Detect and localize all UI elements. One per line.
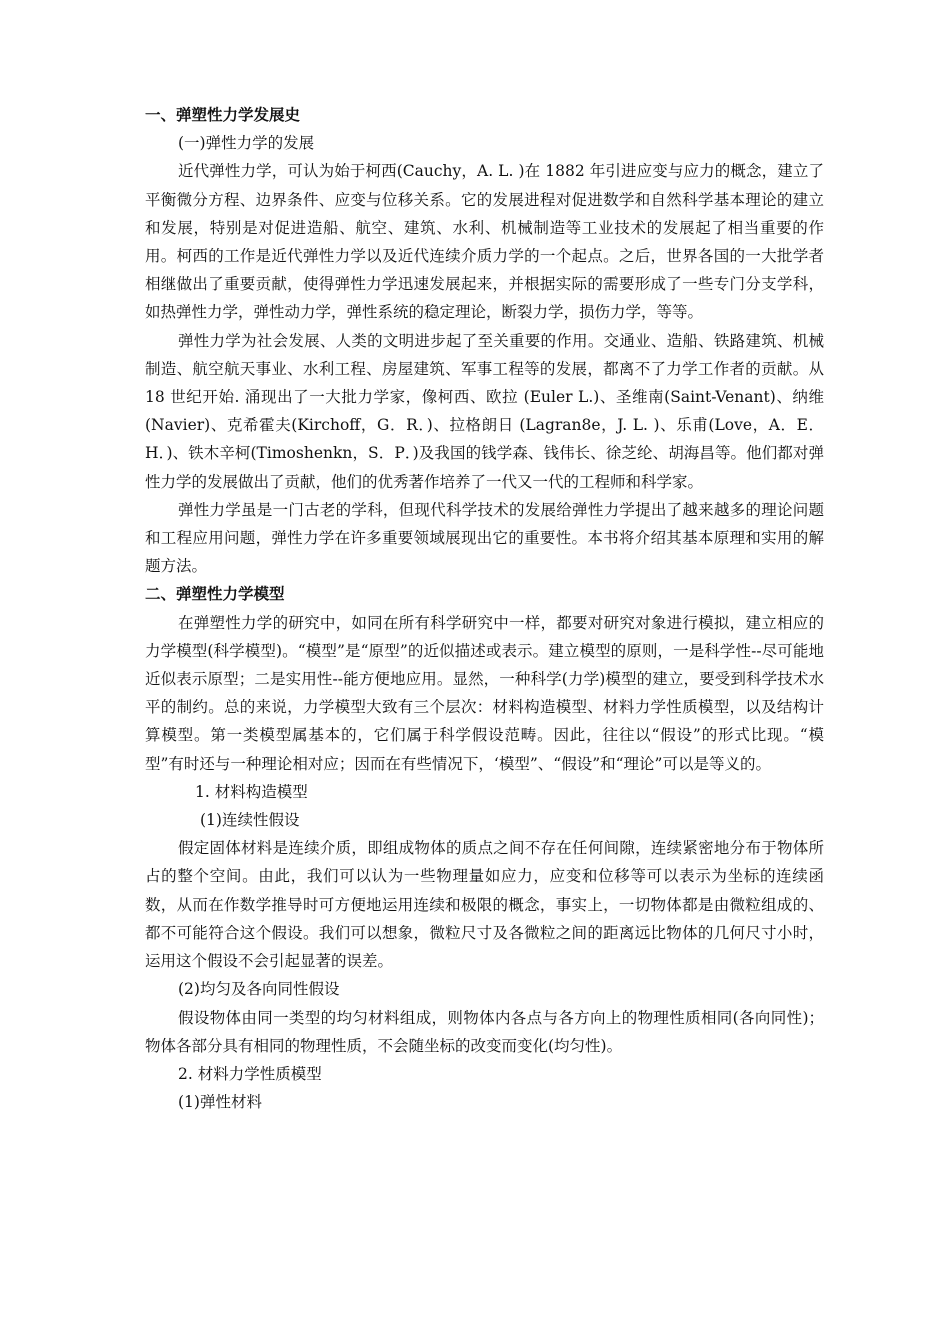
section-heading-2: 二、弹塑性力学模型 (145, 585, 285, 604)
list-subitem-heading: (1)弹性材料 (178, 1093, 262, 1112)
paragraph: 弹性力学为社会发展、人类的文明进步起了至关重要的作用。交通业、造船、铁路建筑、机械制造、航空航天事业、水利工程、房屋建筑、军事工程等的发展，都离不了力学工作者的贡献。从 18 世纪开始. 涌现出了一大批力学家，像柯西、欧拉 (Euler L.)、圣维南(Saint-Venant)、纳维(Navier)、克希霍夫(Kirchoff，G．R．)、拉格朗日 (Lagran8e，J. L. )、乐甫(Love，A．E．H．)、铁木辛柯(Timoshenkn，S．P．)及我国的钱学森、钱伟长、徐芝纶、胡海昌等。他们都对弹性力学的发展做出了贡献，他们的优秀著作培养了一代又一代的工程师和科学家。 (145, 331, 824, 491)
paragraph: 假定固体材料是连续介质，即组成物体的质点之间不存在任何间隙，连续紧密地分布于物体所占的整个空间。由此，我们可以认为一些物理量如应力，应变和位移等可以表示为坐标的连续函数，从而在作数学推导时可方便地运用连续和极限的概念，事实上，一切物体都是由微粒组成的、都不可能符合这个假设。我们可以想象，微粒尺寸及各微粒之间的距离远比物体的几何尺寸小时，运用这个假设不会引起显著的误差。 (145, 839, 824, 971)
paragraph: 弹性力学虽是一门古老的学科，但现代科学技术的发展给弹性力学提出了越来越多的理论问题和工程应用问题，弹性力学在许多重要领域展现出它的重要性。本书将介绍其基本原理和实用的解题方法。 (145, 500, 824, 576)
list-item-heading: 2. 材料力学性质模型 (178, 1064, 322, 1083)
list-subitem-heading: (2)均匀及各向同性假设 (178, 980, 340, 999)
section-heading-1: 一、弹塑性力学发展史 (145, 106, 301, 124)
list-subitem-heading: (1)连续性假设 (200, 811, 300, 830)
paragraph: 在弹塑性力学的研究中，如同在所有科学研究中一样，都要对研究对象进行模拟，建立相应的力学模型(科学模型)。“模型”是“原型”的近似描述或表示。建立模型的原则，一是科学性--尽可能地近似表示原型；二是实用性--能方便地应用。显然，一种科学(力学)模型的建立，要受到科学技术水平的制约。总的来说，力学模型大致有三个层次：材料构造模型、材料力学性质模型，以及结构计算模型。第一类模型属基本的，它们属于科学假设范畴。因此，往往以“假设”的形式比现。“模型”有时还与一种理论相对应；因而在有些情况下，‘模型”、“假设”和“理论”可以是等义的。 (145, 613, 824, 773)
list-item-heading: 1. 材料构造模型 (195, 782, 308, 801)
paragraph: 近代弹性力学，可认为始于柯西(Cauchy，A. L. )在 1882 年引进应变与应力的概念，建立了平衡微分方程、边界条件、应变与位移关系。它的发展进程对促进数学和自然科学基本理论的建立和发展，特别是对促进造船、航空、建筑、水利、机械制造等工业技术的发展起了相当重要的作用。柯西的工作是近代弹性力学以及近代连续介质力学的一个起点。之后，世界各国的一大批学者相继做出了重要贡献，使得弹性力学迅速发展起来，并根据实际的需要形成了一些专门分支学科，如热弹性力学，弹性动力学，弹性系统的稳定理论，断裂力学，损伤力学，等等。 (145, 162, 824, 322)
paragraph: 假设物体由同一类型的均匀材料组成，则物体内各点与各方向上的物理性质相同(各向同性)；物体各部分具有相同的物理性质，不会随坐标的改变而变化(均匀性)。 (145, 1008, 824, 1055)
subsection-heading: (一)弹性力学的发展 (178, 134, 315, 153)
